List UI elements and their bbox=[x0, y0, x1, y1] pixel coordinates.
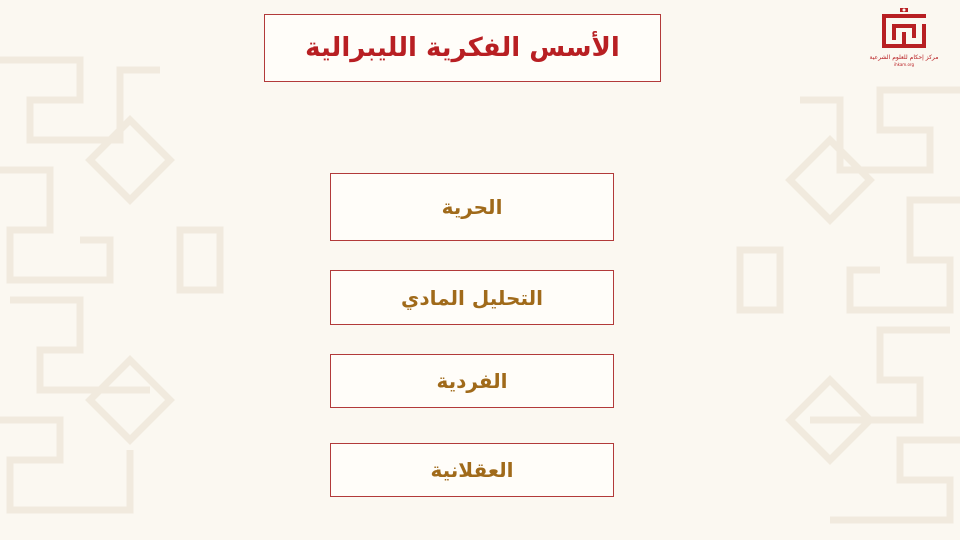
item-label: التحليل المادي bbox=[401, 285, 543, 310]
decorative-pattern-right bbox=[720, 0, 960, 540]
slide-title: الأسس الفكرية الليبرالية bbox=[305, 33, 620, 63]
item-label: العقلانية bbox=[430, 458, 514, 482]
ihkam-logo-mark-icon bbox=[874, 8, 934, 52]
item-box-material-analysis bbox=[330, 270, 614, 325]
item-label: الفردية bbox=[436, 369, 508, 393]
item-label: الحرية bbox=[441, 195, 503, 219]
logo-tagline: ihkam.org bbox=[893, 62, 915, 67]
slide-title-box bbox=[264, 14, 661, 82]
item-box-rationalism bbox=[330, 443, 614, 497]
item-box-individualism bbox=[330, 354, 614, 408]
ihkam-logo bbox=[868, 8, 940, 78]
item-box-freedom bbox=[330, 173, 614, 241]
logo-subtitle: مركز إحكام للعلوم الشرعية bbox=[869, 54, 939, 61]
decorative-pattern-left bbox=[0, 0, 240, 540]
